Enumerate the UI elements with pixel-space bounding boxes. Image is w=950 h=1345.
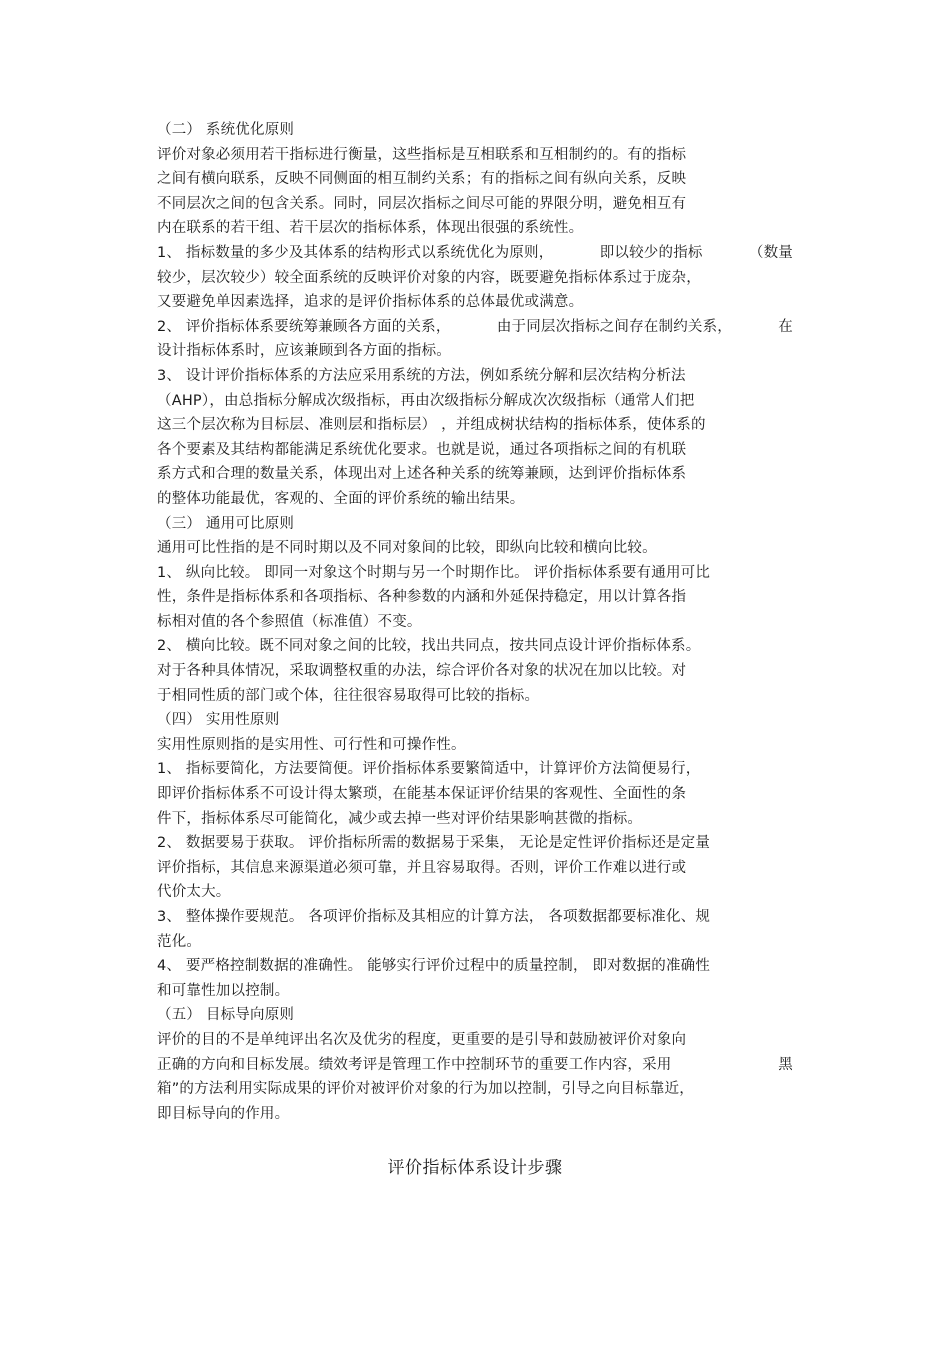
text-line: 实用性原则指的是实用性、可行性和可操作性。 <box>157 736 466 753</box>
text-line: 3、 设计评价指标体系的方法应采用系统的方法，例如系统分解和层次结构分析法 <box>157 367 686 384</box>
text-line: 又要避免单因素选择，追求的是评价指标体系的总体最优或满意。 <box>157 294 584 311</box>
text-line-part: 2、 评价指标体系要统筹兼顾各方面的关系， <box>157 318 451 335</box>
text-line: 通用可比性指的是不同时期以及不同对象间的比较，即纵向比较和横向比较。 <box>157 540 657 557</box>
text-line: 2、 横向比较。既不同对象之间的比较，找出共同点，按共同点设计评价指标体系。 <box>157 638 701 655</box>
text-line: 箱”的方法利用实际成果的评价对被评价对象的行为加以控制，引导之向目标靠近， <box>157 1081 694 1098</box>
text-line: 评价对象必须用若干指标进行衡量，这些指标是互相联系和互相制约的。有的指标 <box>157 146 687 163</box>
text-line: 代价太大。 <box>157 884 231 901</box>
text-line: 之间有横向联系，反映不同侧面的相互制约关系；有的指标之间有纵向关系，反映 <box>157 171 687 188</box>
text-line-part: 即以较少的指标 <box>599 244 703 261</box>
text-line: （AHP），由总指标分解成次级指标，再由次级指标分解成次次级指标（通常人们把 <box>157 392 695 409</box>
text-line: （五） 目标导向原则 <box>157 1007 295 1024</box>
text-line: 和可靠性加以控制。 <box>157 982 290 999</box>
text-line: 4、 要严格控制数据的准确性。 能够实行评价过程中的质量控制， 即对数据的准确性 <box>157 958 711 975</box>
text-line-part: 黑 <box>778 1056 793 1073</box>
text-line: 对于各种具体情况，采取调整权重的办法，综合评价各对象的状况在加以比较。对 <box>157 663 687 680</box>
section-heading: 评价指标体系设计步骤 <box>387 1158 563 1178</box>
text-line: 于相同性质的部门或个体，往往很容易取得可比较的指标。 <box>157 687 540 704</box>
text-line-part: 由于同层次指标之间存在制约关系， <box>496 318 733 335</box>
text-line <box>157 1053 793 1078</box>
text-line: （三） 通用可比原则 <box>157 515 295 532</box>
text-line: 的整体功能最优，客观的、全面的评价系统的输出结果。 <box>157 490 525 507</box>
text-line: 不同层次之间的包含关系。同时，同层次指标之间尽可能的界限分明，避免相互有 <box>157 195 687 212</box>
text-line: 件下，指标体系尽可能简化，减少或去掉一些对评价结果影响甚微的指标。 <box>157 810 643 827</box>
text-line <box>157 315 793 340</box>
text-line: 评价指标，其信息来源渠道必须可靠，并且容易取得。否则，评价工作难以进行或 <box>157 859 687 876</box>
document-body <box>157 118 797 1126</box>
text-line: （二） 系统优化原则 <box>157 122 295 138</box>
text-line-part: 正确的方向和目标发展。绩效考评是管理工作中控制环节的重要工作内容，采用 <box>157 1056 672 1073</box>
text-line: 3、 整体操作要规范。 各项评价指标及其相应的计算方法， 各项数据都要标准化、规 <box>157 909 711 925</box>
text-line: 2、 数据要易于获取。 评价指标所需的数据易于采集， 无论是定性评价指标还是定量 <box>157 835 711 852</box>
text-line: 这三个层次称为目标层、准则层和指标层） ，并组成树状结构的指标体系，使体系的 <box>157 417 706 434</box>
text-line-part: 1、 指标数量的多少及其体系的结构形式以系统优化为原则， <box>157 244 554 261</box>
text-line: 1、 纵向比较。 即同一对象这个时期与另一个时期作比。 评价指标体系要有通用可比 <box>157 564 711 581</box>
text-line-part: 在 <box>778 318 793 335</box>
text-line: 性，条件是指标体系和各项指标、各种参数的内涵和外延保持稳定，用以计算各指 <box>157 589 687 606</box>
text-line: 各个要素及其结构都能满足系统优化要求。也就是说，通过各项指标之间的有机联 <box>157 441 687 458</box>
text-line: 1、 指标要简化，方法要简便。评价指标体系要繁简适中，计算评价方法简便易行， <box>157 761 701 778</box>
text-line: 即目标导向的作用。 <box>157 1105 290 1122</box>
text-line: 即评价指标体系不可设计得太繁琐，在能基本保证评价结果的客观性、全面性的条 <box>157 786 687 803</box>
text-line: （四） 实用性原则 <box>157 712 280 729</box>
text-line: 内在联系的若干组、若干层次的指标体系，体现出很强的系统性。 <box>157 220 584 237</box>
text-line: 较少，层次较少）较全面系统的反映评价对象的内容，既要避免指标体系过于庞杂， <box>157 269 701 286</box>
text-line: 评价的目的不是单纯评出名次及优劣的程度，更重要的是引导和鼓励被评价对象向 <box>157 1031 687 1048</box>
text-line-part: （数量 <box>748 244 793 261</box>
text-line: 系方式和合理的数量关系，体现出对上述各种关系的统筹兼顾，达到评价指标体系 <box>157 466 687 483</box>
text-line: 设计指标体系时，应该兼顾到各方面的指标。 <box>157 343 451 360</box>
text-line <box>157 241 793 266</box>
text-line: 范化。 <box>157 933 202 950</box>
text-line: 标相对值的各个参照值（标准值）不变。 <box>157 613 422 630</box>
